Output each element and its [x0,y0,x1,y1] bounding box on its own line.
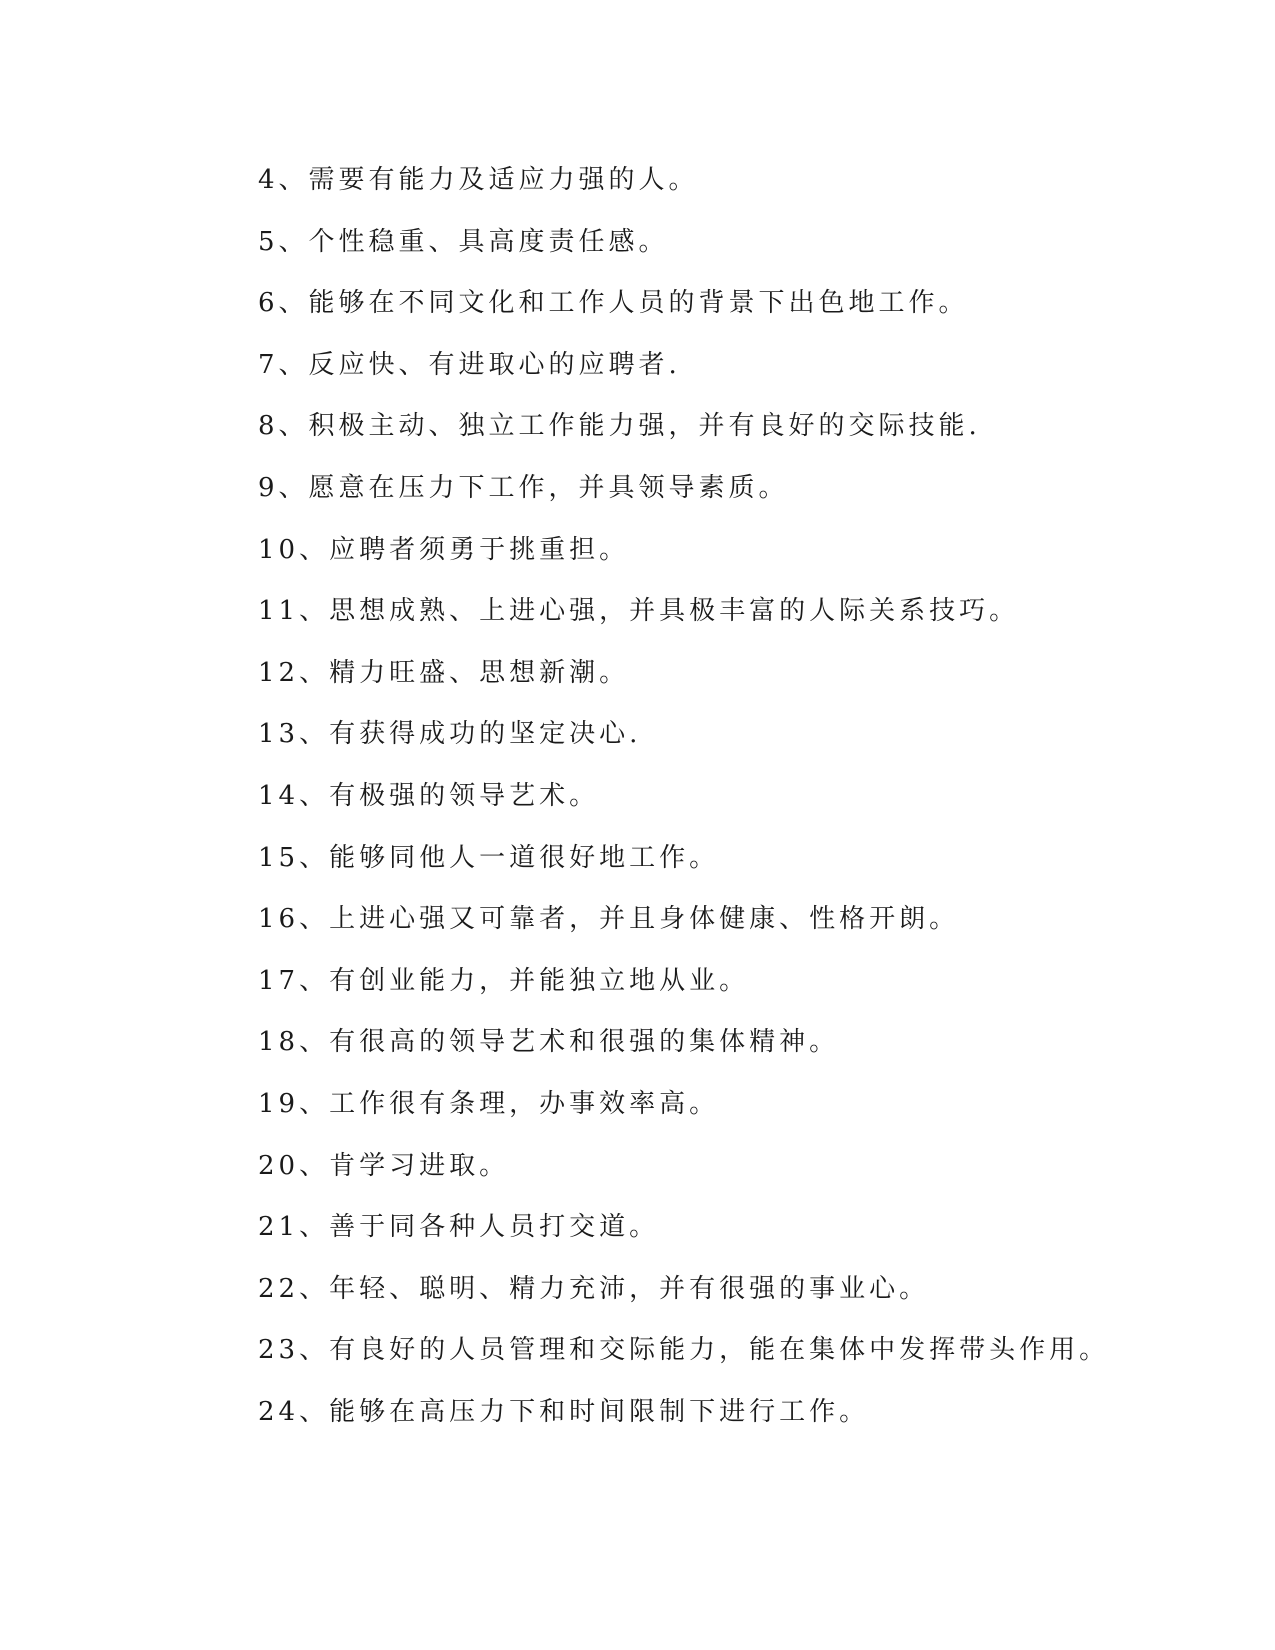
list-item: 20、肯学习进取。 [258,1150,510,1181]
list-item: 5、个性稳重、具高度责任感。 [258,226,669,257]
list-item: 11、思想成熟、上进心强，并具极丰富的人际关系技巧。 [258,596,1020,627]
list-item: 8、积极主动、独立工作能力强，并有良好的交际技能. [258,411,981,442]
list-item: 4、需要有能力及适应力强的人。 [258,165,699,195]
list-item: 15、能够同他人一道很好地工作。 [258,842,720,873]
list-item: 10、应聘者须勇于挑重担。 [258,534,630,565]
list-item: 23、有良好的人员管理和交际能力，能在集体中发挥带头作用。 [258,1335,1110,1366]
list-item: 17、有创业能力，并能独立地从业。 [258,965,750,996]
list-item: 6、能够在不同文化和工作人员的背景下出色地工作。 [258,288,969,319]
list-item: 18、有很高的领导艺术和很强的集体精神。 [258,1027,840,1058]
list-item: 16、上进心强又可靠者，并且身体健康、性格开朗。 [258,904,960,935]
list-item: 19、工作很有条理，办事效率高。 [258,1088,720,1119]
requirements-list [258,163,1158,1456]
list-item: 24、能够在高压力下和时间限制下进行工作。 [258,1396,870,1427]
list-item: 22、年轻、聪明、精力充沛，并有很强的事业心。 [258,1273,930,1304]
list-item: 14、有极强的领导艺术。 [258,780,600,811]
list-item: 7、反应快、有进取心的应聘者. [258,349,681,380]
list-item: 9、愿意在压力下工作，并具领导素质。 [258,472,789,503]
list-item: 12、精力旺盛、思想新潮。 [258,657,630,688]
list-item: 21、善于同各种人员打交道。 [258,1212,660,1243]
list-item: 13、有获得成功的坚定决心. [258,719,642,750]
